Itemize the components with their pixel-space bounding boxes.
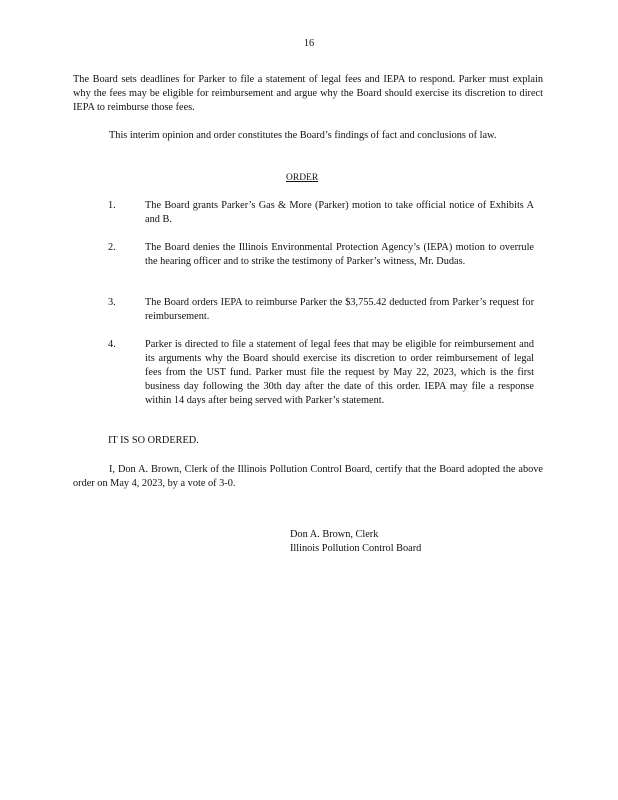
order-item-number: 1. (108, 200, 116, 211)
order-heading: ORDER (286, 173, 319, 183)
order-item-text: The Board denies the Illinois Environmental Protection Agency’s (IEPA) motion to overrule the hearing officer and to strike the testimony of Parker’s witness, Mr. Dudas. (145, 242, 534, 267)
page-number: 16 (303, 38, 315, 49)
order-item-number: 3. (108, 297, 116, 308)
order-item-text: Parker is directed to file a statement of legal fees that may be eligible for reimbursement and its arguments why the Board should exercise its discretion to order reimbursement of legal fees from the UST fund. Parker must file the request by May 22, 2023, which is the first business day following the 30th day after the date of this order. IEPA may file a response within 14 days after being served with Parker’s statement. (145, 339, 534, 406)
order-item-text: The Board grants Parker’s Gas & More (Parker) motion to take official notice of Exhibits A and B. (145, 200, 534, 225)
certification-paragraph: I, Don A. Brown, Clerk of the Illinois Pollution Control Board, certify that the Board adopted the above order on May 4, 2023, by a vote of 3-0. (73, 464, 543, 489)
order-item-number: 4. (108, 339, 116, 350)
clerk-signature-block (290, 528, 421, 556)
clerk-name-title: Don A. Brown, Clerk (290, 529, 379, 540)
so-ordered-line: IT IS SO ORDERED. (108, 435, 199, 446)
deadlines-paragraph: The Board sets deadlines for Parker to file a statement of legal fees and IEPA to respond. Parker must explain why the fees may be eligible for reimbursement and argue why the Board should exercise its discretion to direct IEPA to reimburse those fees. (73, 74, 543, 113)
order-item-text: The Board orders IEPA to reimburse Parker the $3,755.42 deducted from Parker’s request for reimbursement. (145, 297, 534, 322)
board-name: Illinois Pollution Control Board (290, 543, 422, 554)
order-item-number: 2. (108, 242, 116, 253)
interim-opinion-paragraph: This interim opinion and order constitutes the Board’s findings of fact and conclusions of law. (109, 130, 497, 141)
